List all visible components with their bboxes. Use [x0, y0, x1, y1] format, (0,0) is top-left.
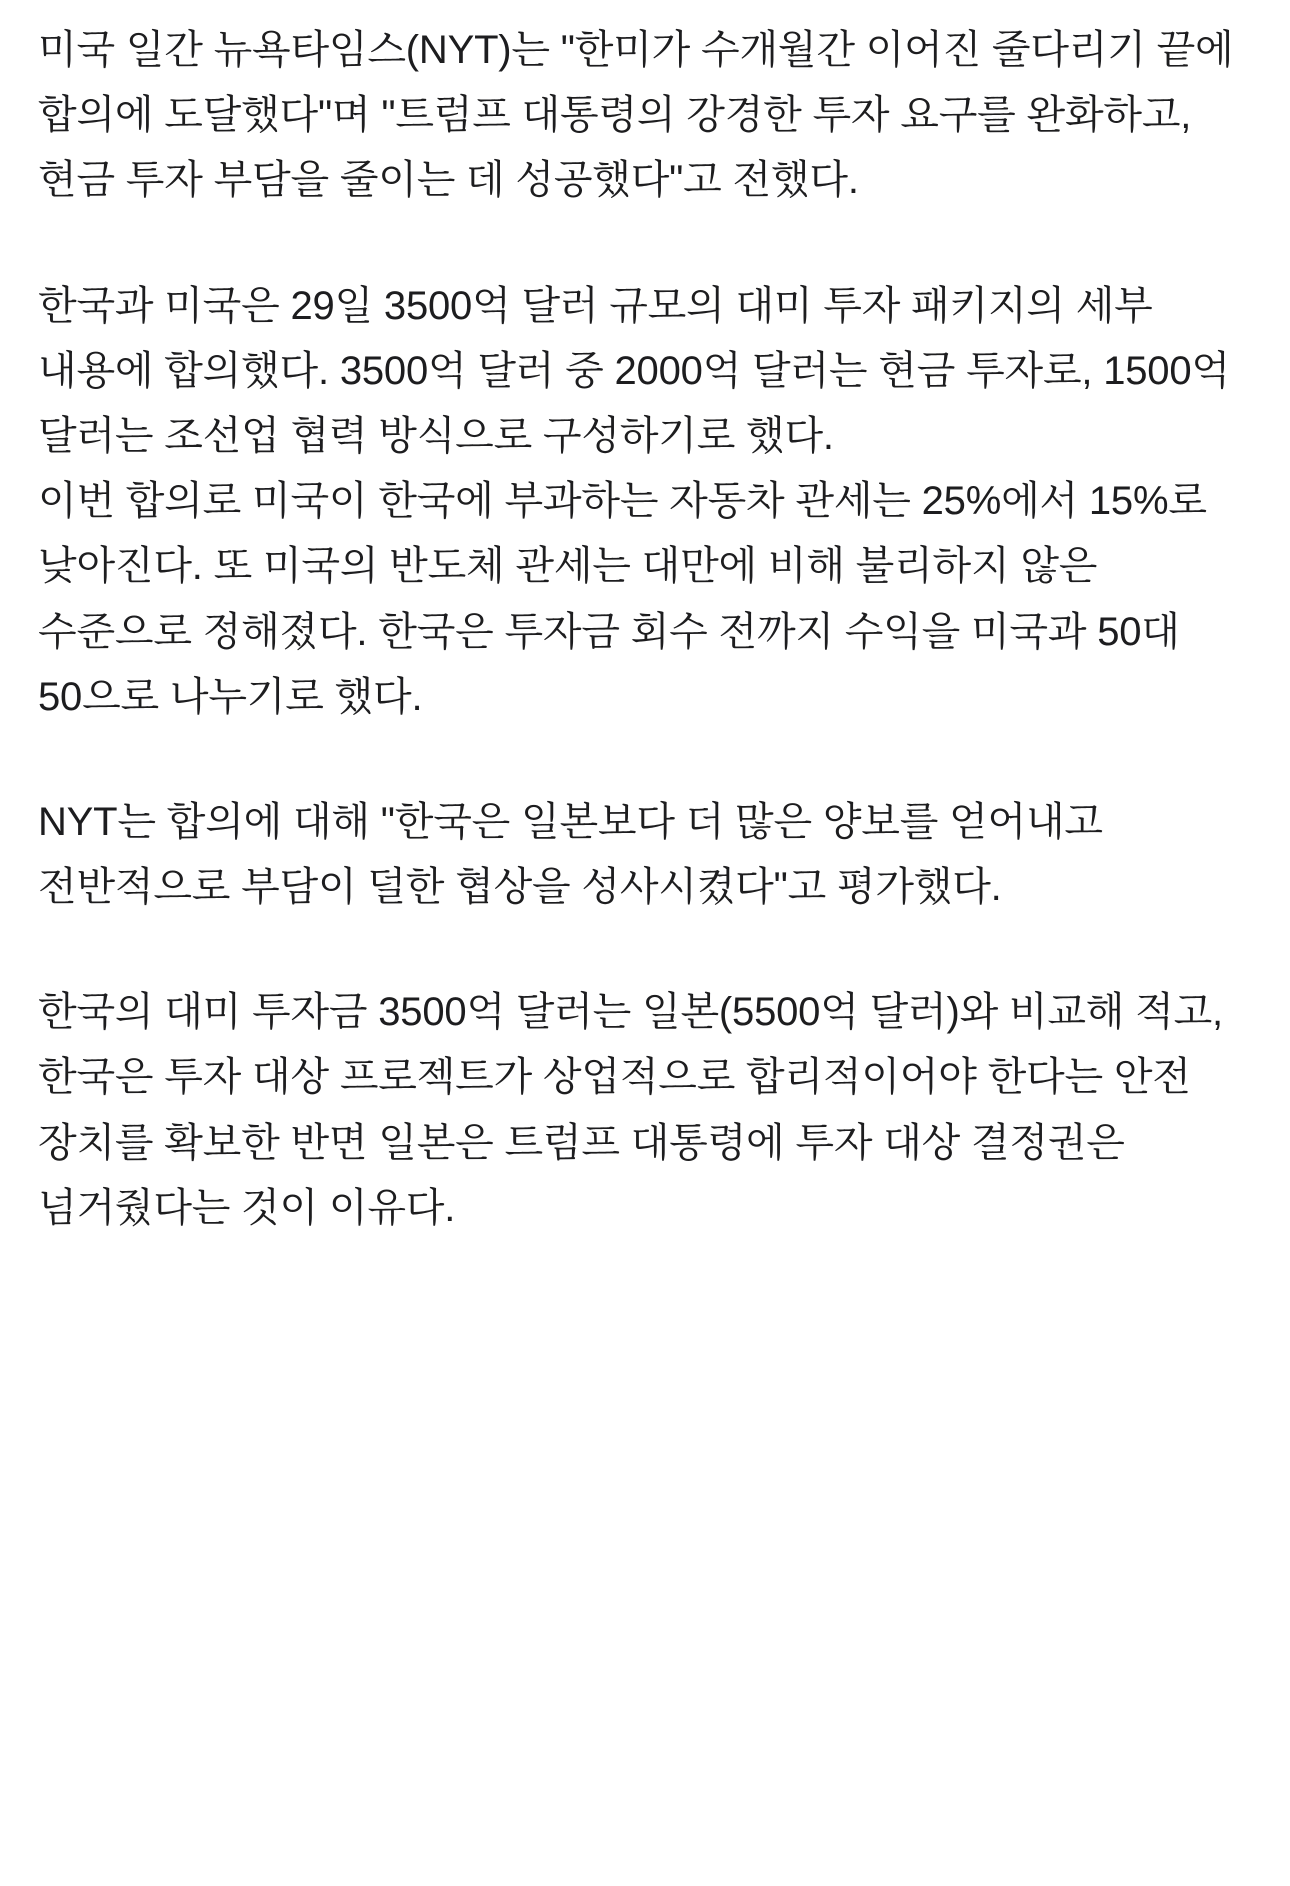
- article-paragraph-1: 미국 일간 뉴욕타임스(NYT)는 "한미가 수개월간 이어진 줄다리기 끝에 합의에 도달했다"며 "트럼프 대통령의 강경한 투자 요구를 완화하고, 현금 투자 부담을 줄이는 데 성공했다"고 전했다.: [38, 28, 1245, 203]
- paragraph-spacer: [38, 920, 1250, 980]
- article-paragraph-2: 한국과 미국은 29일 3500억 달러 규모의 대미 투자 패키지의 세부 내용에 합의했다. 3500억 달러 중 2000억 달러는 현금 투자로, 1500억 달러는 조선업 협력 방식으로 구성하기로 했다.: [38, 283, 1241, 458]
- paragraph-spacer: [38, 730, 1250, 790]
- article-paragraph-5: 한국의 대미 투자금 3500억 달러는 일본(5500억 달러)와 비교해 적고, 한국은 투자 대상 프로젝트가 상업적으로 합리적이어야 한다는 안전 장치를 확보한 반면 일본은 트럼프 대통령에 투자 대상 결정권은 넘거줬다는 것이 이유다.: [38, 990, 1234, 1230]
- article-paragraph-3: 이번 합의로 미국이 한국에 부과하는 자동차 관세는 25%에서 15%로 낮아진다. 또 미국의 반도체 관세는 대만에 비해 불리하지 않은 수준으로 정해졌다. 한국은 투자금 회수 전까지 수익을 미국과 50대 50으로 나누기로 했다.: [38, 479, 1218, 719]
- paragraph-spacer: [38, 214, 1250, 274]
- article-paragraph-4: NYT는 합의에 대해 "한국은 일본보다 더 많은 양보를 얻어내고 전반적으로 부담이 덜한 협상을 성사시켰다"고 평가했다.: [38, 799, 1114, 910]
